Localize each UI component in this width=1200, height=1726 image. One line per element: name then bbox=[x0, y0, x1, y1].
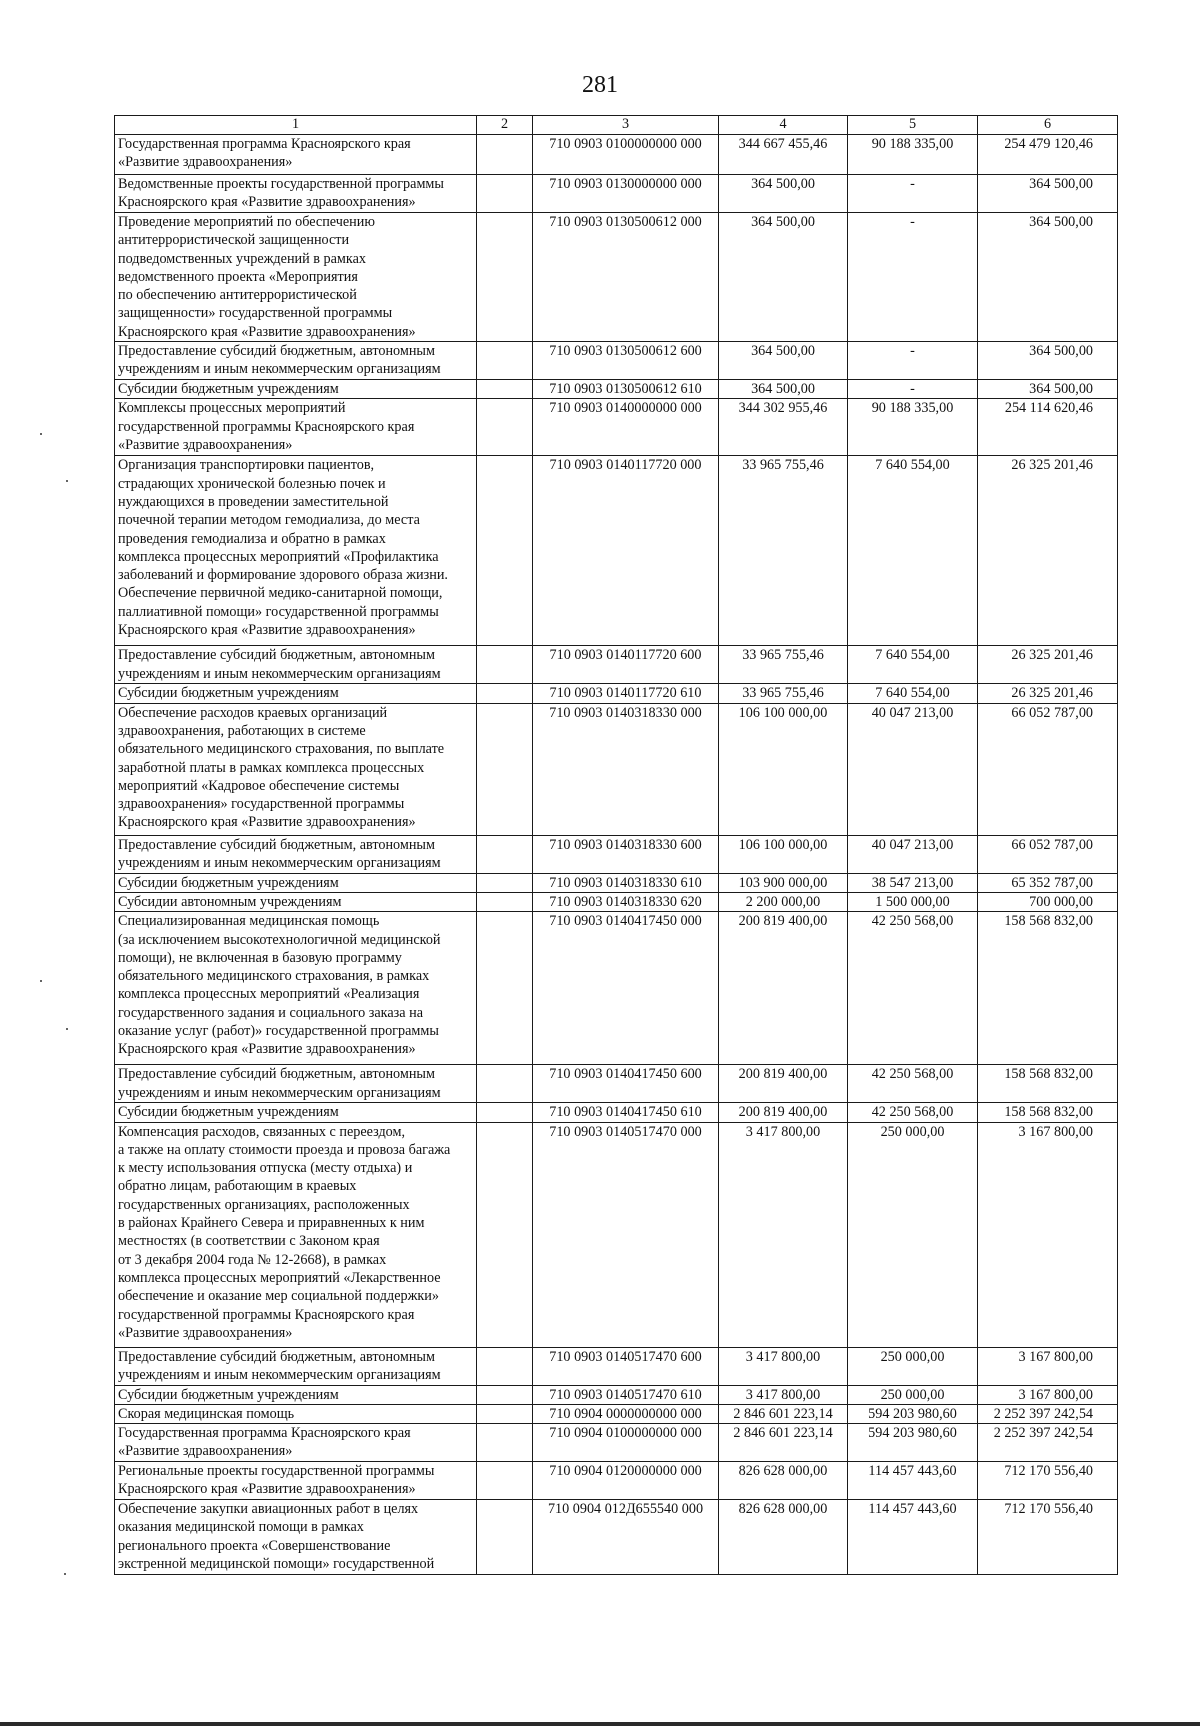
cell-col6: 254 479 120,46 bbox=[978, 135, 1118, 175]
table-row bbox=[115, 912, 1118, 1065]
cell-col4: 200 819 400,00 bbox=[719, 1103, 848, 1122]
cell-col5: 90 188 335,00 bbox=[848, 135, 978, 175]
cell-col4: 364 500,00 bbox=[719, 175, 848, 213]
cell-col5: 250 000,00 bbox=[848, 1122, 978, 1347]
cell-code: 710 0903 0140318330 600 bbox=[533, 835, 719, 873]
cell-col6: 364 500,00 bbox=[978, 380, 1118, 399]
cell-col5: 594 203 980,60 bbox=[848, 1404, 978, 1423]
cell-name: Субсидии бюджетным учреждениям bbox=[115, 684, 477, 703]
cell-col6: 3 167 800,00 bbox=[978, 1385, 1118, 1404]
scan-mark bbox=[64, 1573, 66, 1575]
scan-mark bbox=[66, 1028, 68, 1030]
page-number: 281 bbox=[582, 72, 618, 98]
table-row bbox=[115, 1103, 1118, 1122]
cell-col6: 712 170 556,40 bbox=[978, 1500, 1118, 1575]
cell-col6: 66 052 787,00 bbox=[978, 835, 1118, 873]
table-row bbox=[115, 213, 1118, 342]
cell-col4: 33 965 755,46 bbox=[719, 684, 848, 703]
cell-col2 bbox=[477, 1103, 533, 1122]
cell-col5: - bbox=[848, 175, 978, 213]
cell-col5: 90 188 335,00 bbox=[848, 399, 978, 456]
column-header-3: 3 bbox=[533, 116, 719, 135]
cell-col5: 7 640 554,00 bbox=[848, 646, 978, 684]
cell-col5: - bbox=[848, 380, 978, 399]
scan-mark bbox=[40, 980, 42, 982]
cell-name: Субсидии автономным учреждениям bbox=[115, 892, 477, 911]
cell-col5: 7 640 554,00 bbox=[848, 456, 978, 646]
cell-col4: 2 846 601 223,14 bbox=[719, 1404, 848, 1423]
scan-edge bbox=[0, 1722, 1200, 1726]
cell-col5: 1 500 000,00 bbox=[848, 892, 978, 911]
cell-col6: 26 325 201,46 bbox=[978, 456, 1118, 646]
cell-col6: 364 500,00 bbox=[978, 342, 1118, 380]
cell-col4: 826 628 000,00 bbox=[719, 1462, 848, 1500]
cell-name: Комплексы процессных мероприятий государственной программы Красноярского края «Развитие здравоохранения» bbox=[115, 399, 477, 456]
cell-col6: 364 500,00 bbox=[978, 213, 1118, 342]
table-header bbox=[115, 116, 1118, 135]
table-row bbox=[115, 1385, 1118, 1404]
cell-col2 bbox=[477, 912, 533, 1065]
cell-col4: 826 628 000,00 bbox=[719, 1500, 848, 1575]
cell-col2 bbox=[477, 1347, 533, 1385]
header-row bbox=[115, 116, 1118, 135]
cell-col4: 364 500,00 bbox=[719, 380, 848, 399]
cell-col2 bbox=[477, 342, 533, 380]
cell-col2 bbox=[477, 1122, 533, 1347]
table-row bbox=[115, 342, 1118, 380]
cell-col4: 2 200 000,00 bbox=[719, 892, 848, 911]
cell-name: Предоставление субсидий бюджетным, автономным учреждениям и иным некоммерческим организациям bbox=[115, 342, 477, 380]
table-row bbox=[115, 1462, 1118, 1500]
cell-col6: 3 167 800,00 bbox=[978, 1347, 1118, 1385]
cell-col2 bbox=[477, 380, 533, 399]
cell-col2 bbox=[477, 835, 533, 873]
cell-col6: 700 000,00 bbox=[978, 892, 1118, 911]
cell-name: Ведомственные проекты государственной программы Красноярского края «Развитие здравоохранения» bbox=[115, 175, 477, 213]
cell-col4: 3 417 800,00 bbox=[719, 1347, 848, 1385]
cell-col4: 3 417 800,00 bbox=[719, 1385, 848, 1404]
cell-name: Скорая медицинская помощь bbox=[115, 1404, 477, 1423]
cell-col6: 26 325 201,46 bbox=[978, 684, 1118, 703]
cell-code: 710 0903 0140417450 610 bbox=[533, 1103, 719, 1122]
cell-code: 710 0904 0120000000 000 bbox=[533, 1462, 719, 1500]
cell-col6: 3 167 800,00 bbox=[978, 1122, 1118, 1347]
cell-name: Предоставление субсидий бюджетным, автономным учреждениям и иным некоммерческим организациям bbox=[115, 1065, 477, 1103]
scan-mark bbox=[40, 433, 42, 435]
column-header-6: 6 bbox=[978, 116, 1118, 135]
cell-col6: 712 170 556,40 bbox=[978, 1462, 1118, 1500]
cell-col2 bbox=[477, 1500, 533, 1575]
cell-col6: 364 500,00 bbox=[978, 175, 1118, 213]
table-row bbox=[115, 456, 1118, 646]
cell-col4: 200 819 400,00 bbox=[719, 912, 848, 1065]
cell-col2 bbox=[477, 213, 533, 342]
cell-col5: 40 047 213,00 bbox=[848, 703, 978, 835]
cell-col5: 42 250 568,00 bbox=[848, 912, 978, 1065]
table-body bbox=[115, 135, 1118, 1575]
cell-col6: 158 568 832,00 bbox=[978, 1065, 1118, 1103]
cell-code: 710 0904 012Д655540 000 bbox=[533, 1500, 719, 1575]
cell-name: Компенсация расходов, связанных с переездом, а также на оплату стоимости проезда и провоза багажа к месту использования отпуска (месту отдыха) и обратно лицам, работающим в краевых государственных организациях, расположенных в районах Крайнего Севера и приравненных к ним местностях (в соответствии с Законом края от 3 декабря 2004 года № 12-2668), в рамках комплекса процессных мероприятий «Лекарственное обеспечение и оказание мер социальной поддержки» государственной программы Красноярского края «Развитие здравоохранения» bbox=[115, 1122, 477, 1347]
cell-name: Организация транспортировки пациентов, страдающих хронической болезнью почек и нуждающихся в проведении заместительной почечной терапии методом гемодиализа, до места проведения гемодиализа и обратно в рамках комплекса процессных мероприятий «Профилактика заболеваний и формирование здорового образа жизни. Обеспечение первичной медико-санитарной помощи, паллиативной помощи» государственной программы Красноярского края «Развитие здравоохранения» bbox=[115, 456, 477, 646]
cell-code: 710 0903 0140517470 610 bbox=[533, 1385, 719, 1404]
cell-col2 bbox=[477, 684, 533, 703]
cell-code: 710 0903 0130000000 000 bbox=[533, 175, 719, 213]
cell-col6: 26 325 201,46 bbox=[978, 646, 1118, 684]
cell-col2 bbox=[477, 646, 533, 684]
cell-col5: 250 000,00 bbox=[848, 1347, 978, 1385]
cell-code: 710 0904 0000000000 000 bbox=[533, 1404, 719, 1423]
column-header-5: 5 bbox=[848, 116, 978, 135]
table-row bbox=[115, 835, 1118, 873]
cell-name: Региональные проекты государственной программы Красноярского края «Развитие здравоохранения» bbox=[115, 1462, 477, 1500]
cell-col4: 200 819 400,00 bbox=[719, 1065, 848, 1103]
cell-col6: 65 352 787,00 bbox=[978, 873, 1118, 892]
table-row bbox=[115, 1347, 1118, 1385]
cell-col4: 3 417 800,00 bbox=[719, 1122, 848, 1347]
cell-code: 710 0903 0140417450 000 bbox=[533, 912, 719, 1065]
cell-code: 710 0903 0140517470 000 bbox=[533, 1122, 719, 1347]
cell-code: 710 0904 0100000000 000 bbox=[533, 1424, 719, 1462]
cell-col6: 2 252 397 242,54 bbox=[978, 1404, 1118, 1423]
cell-col2 bbox=[477, 1065, 533, 1103]
cell-name: Субсидии бюджетным учреждениям bbox=[115, 1385, 477, 1404]
cell-col4: 33 965 755,46 bbox=[719, 646, 848, 684]
cell-col5: 594 203 980,60 bbox=[848, 1424, 978, 1462]
table-row bbox=[115, 646, 1118, 684]
table-row bbox=[115, 873, 1118, 892]
cell-col2 bbox=[477, 399, 533, 456]
cell-col5: 42 250 568,00 bbox=[848, 1103, 978, 1122]
cell-code: 710 0903 0140117720 000 bbox=[533, 456, 719, 646]
cell-col5: 114 457 443,60 bbox=[848, 1462, 978, 1500]
table-row bbox=[115, 892, 1118, 911]
cell-col4: 364 500,00 bbox=[719, 342, 848, 380]
cell-col2 bbox=[477, 135, 533, 175]
cell-code: 710 0903 0140417450 600 bbox=[533, 1065, 719, 1103]
table-row bbox=[115, 1404, 1118, 1423]
cell-col5: - bbox=[848, 213, 978, 342]
cell-col4: 2 846 601 223,14 bbox=[719, 1424, 848, 1462]
cell-col6: 254 114 620,46 bbox=[978, 399, 1118, 456]
cell-col5: 38 547 213,00 bbox=[848, 873, 978, 892]
cell-col2 bbox=[477, 1462, 533, 1500]
table-row bbox=[115, 175, 1118, 213]
cell-name: Предоставление субсидий бюджетным, автономным учреждениям и иным некоммерческим организациям bbox=[115, 835, 477, 873]
table-row bbox=[115, 399, 1118, 456]
cell-code: 710 0903 0140000000 000 bbox=[533, 399, 719, 456]
cell-col4: 344 302 955,46 bbox=[719, 399, 848, 456]
cell-col2 bbox=[477, 1424, 533, 1462]
cell-code: 710 0903 0140517470 600 bbox=[533, 1347, 719, 1385]
cell-col4: 106 100 000,00 bbox=[719, 835, 848, 873]
cell-code: 710 0903 0130500612 000 bbox=[533, 213, 719, 342]
cell-col5: 40 047 213,00 bbox=[848, 835, 978, 873]
column-header-2: 2 bbox=[477, 116, 533, 135]
table-row bbox=[115, 1065, 1118, 1103]
cell-col4: 364 500,00 bbox=[719, 213, 848, 342]
cell-col2 bbox=[477, 1404, 533, 1423]
cell-code: 710 0903 0140117720 610 bbox=[533, 684, 719, 703]
cell-name: Государственная программа Красноярского края «Развитие здравоохранения» bbox=[115, 1424, 477, 1462]
cell-name: Государственная программа Красноярского края «Развитие здравоохранения» bbox=[115, 135, 477, 175]
table-row bbox=[115, 703, 1118, 835]
cell-name: Предоставление субсидий бюджетным, автономным учреждениям и иным некоммерческим организациям bbox=[115, 646, 477, 684]
cell-name: Обеспечение расходов краевых организаций здравоохранения, работающих в системе обязательного медицинского страхования, по выплате заработной платы в рамках комплекса процессных мероприятий «Кадровое обеспечение системы здравоохранения» государственной программы Красноярского края «Развитие здравоохранения» bbox=[115, 703, 477, 835]
cell-code: 710 0903 0100000000 000 bbox=[533, 135, 719, 175]
cell-col2 bbox=[477, 873, 533, 892]
cell-col5: 7 640 554,00 bbox=[848, 684, 978, 703]
cell-name: Предоставление субсидий бюджетным, автономным учреждениям и иным некоммерческим организациям bbox=[115, 1347, 477, 1385]
cell-col4: 106 100 000,00 bbox=[719, 703, 848, 835]
cell-code: 710 0903 0140318330 610 bbox=[533, 873, 719, 892]
cell-col5: 42 250 568,00 bbox=[848, 1065, 978, 1103]
cell-col4: 103 900 000,00 bbox=[719, 873, 848, 892]
column-header-1: 1 bbox=[115, 116, 477, 135]
table-row bbox=[115, 1424, 1118, 1462]
budget-table bbox=[114, 115, 1118, 1575]
cell-name: Субсидии бюджетным учреждениям bbox=[115, 380, 477, 399]
table-row bbox=[115, 135, 1118, 175]
cell-name: Обеспечение закупки авиационных работ в целях оказания медицинской помощи в рамках регионального проекта «Совершенствование экстренной медицинской помощи» государственной bbox=[115, 1500, 477, 1575]
table-row bbox=[115, 1122, 1118, 1347]
cell-col6: 158 568 832,00 bbox=[978, 1103, 1118, 1122]
cell-code: 710 0903 0140318330 620 bbox=[533, 892, 719, 911]
cell-col5: 250 000,00 bbox=[848, 1385, 978, 1404]
cell-code: 710 0903 0140117720 600 bbox=[533, 646, 719, 684]
table-row bbox=[115, 380, 1118, 399]
cell-col2 bbox=[477, 703, 533, 835]
cell-name: Субсидии бюджетным учреждениям bbox=[115, 873, 477, 892]
cell-col6: 2 252 397 242,54 bbox=[978, 1424, 1118, 1462]
cell-col2 bbox=[477, 892, 533, 911]
scan-mark bbox=[66, 480, 68, 482]
cell-code: 710 0903 0140318330 000 bbox=[533, 703, 719, 835]
cell-name: Проведение мероприятий по обеспечению антитеррористической защищенности подведомственных учреждений в рамках ведомственного проекта «Мероприятия по обеспечению антитеррористической защищенности» государственной программы Красноярского края «Развитие здравоохранения» bbox=[115, 213, 477, 342]
cell-name: Субсидии бюджетным учреждениям bbox=[115, 1103, 477, 1122]
cell-col6: 158 568 832,00 bbox=[978, 912, 1118, 1065]
cell-name: Специализированная медицинская помощь (за исключением высокотехнологичной медицинской помощи), не включенная в базовую программу обязательного медицинского страхования, в рамках комплекса процессных мероприятий «Реализация государственного задания и социального заказа на оказание услуг (работ)» государственной программы Красноярского края «Развитие здравоохранения» bbox=[115, 912, 477, 1065]
cell-col4: 344 667 455,46 bbox=[719, 135, 848, 175]
cell-col2 bbox=[477, 456, 533, 646]
cell-code: 710 0903 0130500612 600 bbox=[533, 342, 719, 380]
cell-col6: 66 052 787,00 bbox=[978, 703, 1118, 835]
cell-col5: - bbox=[848, 342, 978, 380]
table-row bbox=[115, 684, 1118, 703]
table-row bbox=[115, 1500, 1118, 1575]
cell-code: 710 0903 0130500612 610 bbox=[533, 380, 719, 399]
cell-col5: 114 457 443,60 bbox=[848, 1500, 978, 1575]
cell-col2 bbox=[477, 1385, 533, 1404]
cell-col2 bbox=[477, 175, 533, 213]
column-header-4: 4 bbox=[719, 116, 848, 135]
cell-col4: 33 965 755,46 bbox=[719, 456, 848, 646]
